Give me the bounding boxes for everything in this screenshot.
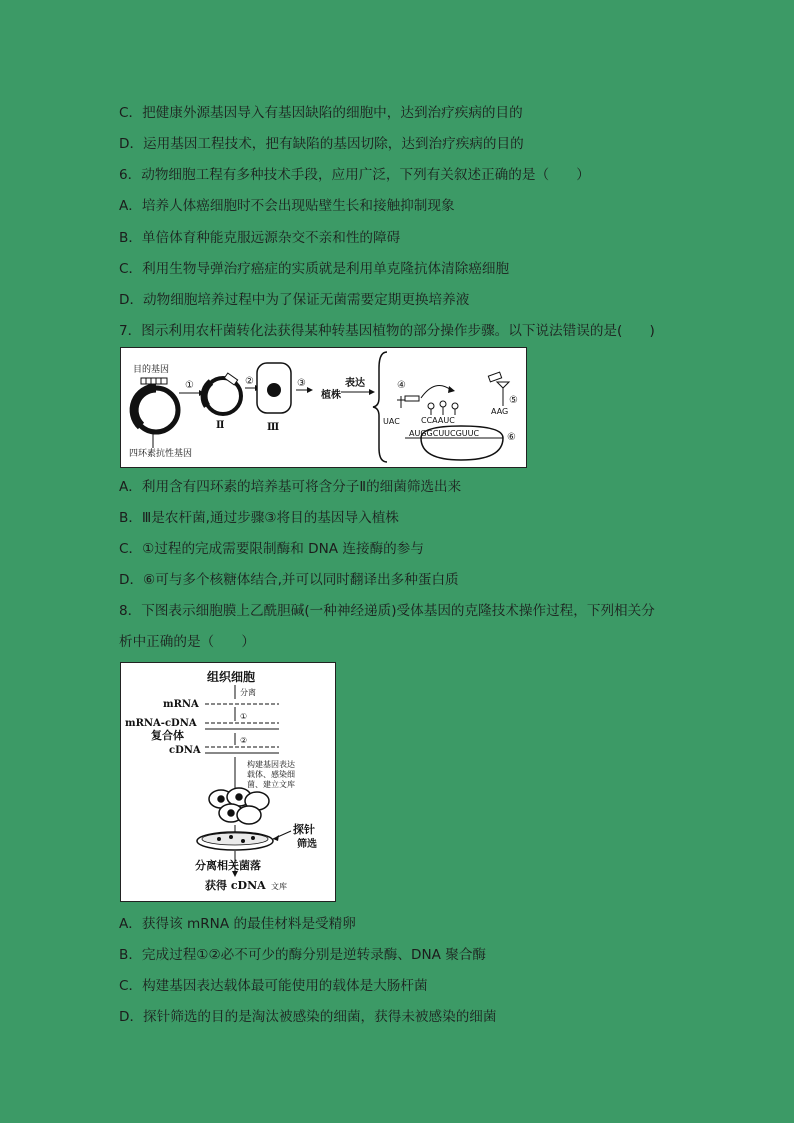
- hybrid-label-1: mRNA-cDNA: [125, 718, 197, 729]
- cell-3-label: Ⅲ: [267, 422, 280, 433]
- build-label-3: 菌、建立文库: [247, 780, 295, 789]
- option-7c: C．①过程的完成需要限制酶和 DNA 连接酶的参与: [119, 541, 424, 557]
- option-5c: C．把健康外源基因导入有基因缺陷的细胞中，达到治疗疾病的目的: [119, 105, 523, 121]
- build-label-1: 构建基因表达: [247, 760, 295, 769]
- tissue-cell-label: 组织细胞: [207, 670, 256, 684]
- option-6c: C．利用生物导弹治疗癌症的实质就是利用单克隆抗体清除癌细胞: [119, 261, 510, 277]
- target-gene-label: 目的基因: [133, 365, 170, 375]
- question-7: 7．图示利用农杆菌转化法获得某种转基因植物的部分操作步骤。以下说法错误的是( ): [119, 323, 655, 339]
- step-4-label: ④: [397, 380, 406, 391]
- question-6: 6．动物细胞工程有多种技术手段，应用广泛，下列有关叙述正确的是（ ）: [119, 167, 590, 183]
- option-8a: A．获得该 mRNA 的最佳材料是受精卵: [119, 916, 356, 932]
- probe-label-1: 探针: [293, 823, 315, 836]
- isolate-colony-label: 分离相关菌落: [195, 859, 261, 872]
- option-7a: A．利用含有四环素的培养基可将含分子Ⅱ的细菌筛选出来: [119, 479, 462, 495]
- step-1-label: ①: [185, 380, 194, 391]
- hybrid-label-2: 复合体: [151, 729, 184, 742]
- build-label-2: 载体、感染细: [247, 770, 295, 779]
- library-label: 文库: [271, 882, 287, 891]
- molecule-2-label: Ⅱ: [216, 420, 225, 431]
- step-2-label: ②: [245, 376, 254, 387]
- figure-7-transformation-diagram: [120, 347, 527, 468]
- option-6b: B．单倍体育种能克服远源杂交不亲和性的障碍: [119, 230, 401, 246]
- figure-8-cdna-library-diagram: [120, 662, 336, 902]
- option-8b: B．完成过程①②必不可少的酶分别是逆转录酶、DNA 聚合酶: [119, 947, 487, 963]
- plant-label: 植株: [321, 390, 341, 401]
- anticodon-uac: UAC: [383, 417, 400, 426]
- option-6a: A．培养人体癌细胞时不会出现贴壁生长和接触抑制现象: [119, 198, 455, 214]
- option-5d: D．运用基因工程技术，把有缺陷的基因切除，达到治疗疾病的目的: [119, 136, 524, 152]
- option-8c: C．构建基因表达载体最可能使用的载体是大肠杆菌: [119, 978, 428, 994]
- probe-label-2: 筛选: [297, 839, 317, 850]
- step-1-label: ①: [240, 712, 248, 721]
- mrna-sequence: AUGGCUUCGUUC: [409, 429, 480, 438]
- step-2-label: ②: [240, 736, 248, 745]
- step-6-label: ⑥: [507, 432, 516, 443]
- tet-resistance-label: 四环素抗性基因: [129, 449, 193, 459]
- option-7d: D．⑥可与多个核糖体结合,并可以同时翻译出多种蛋白质: [119, 572, 459, 588]
- mrna-label: mRNA: [163, 699, 199, 710]
- option-7b: B．Ⅲ是农杆菌,通过步骤③将目的基因导入植株: [119, 510, 399, 526]
- bacteria-cluster: [209, 788, 269, 824]
- anticodon-ccaauc: CCAAUC: [421, 416, 455, 425]
- option-6d: D．动物细胞培养过程中为了保证无菌需要定期更换培养液: [119, 292, 470, 308]
- express-label: 表达: [345, 378, 365, 389]
- get-cdna-label: 获得 cDNA: [205, 879, 266, 892]
- anticodon-aag: AAG: [491, 407, 509, 416]
- question-8-line-1: 8．下图表示细胞膜上乙酰胆碱(一种神经递质)受体基因的克隆技术操作过程，下列相关分: [119, 603, 655, 619]
- option-8d: D．探针筛选的目的是淘汰被感染的细菌，获得未被感染的细菌: [119, 1009, 497, 1025]
- separate-label: 分离: [240, 688, 256, 697]
- cdna-label: cDNA: [169, 745, 201, 756]
- question-8-line-2: 析中正确的是（ ）: [119, 634, 255, 650]
- step-3-label: ③: [297, 378, 306, 389]
- step-5-label: ⑤: [509, 395, 518, 406]
